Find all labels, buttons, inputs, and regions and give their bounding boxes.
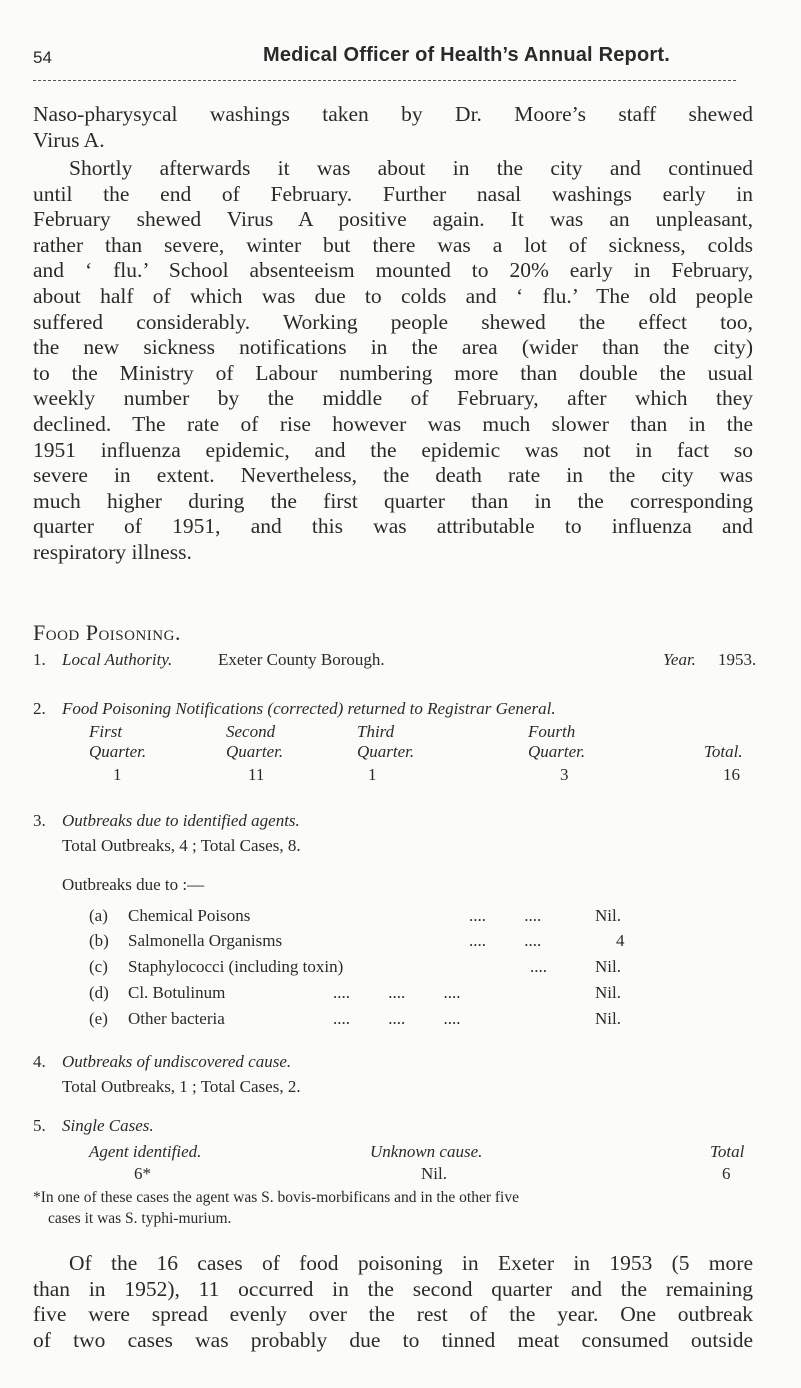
- quarter-col-header: First: [89, 722, 123, 741]
- agent-value: 4: [616, 931, 625, 950]
- item-1-year-label: Year.: [663, 650, 696, 669]
- text-line: suffered considerably. Working people shewed the effect too,: [33, 309, 753, 334]
- quarter-col-header: Quarter.: [226, 742, 284, 761]
- item-2-number: 2.: [33, 699, 46, 718]
- single-cases-value: 6*: [134, 1164, 151, 1183]
- quarter-col-header: Quarter.: [357, 742, 415, 761]
- single-cases-value: Nil.: [421, 1164, 447, 1183]
- agent-letter: (c): [89, 957, 108, 976]
- single-cases-col-header: Agent identified.: [89, 1142, 202, 1161]
- agent-name: Chemical Poisons: [128, 906, 251, 925]
- text-line: respiratory illness.: [33, 539, 192, 564]
- quarter-col-header: Quarter.: [89, 742, 147, 761]
- item-2-title: Food Poisoning Notifications (corrected) returned to Registrar General.: [62, 699, 556, 718]
- total-col-header: Total.: [704, 742, 743, 761]
- single-cases-col-header: Total: [710, 1142, 745, 1161]
- text-line: quarter of 1951, and this was attributable to influenza and: [33, 514, 753, 539]
- main-paragraph: [33, 156, 753, 566]
- agent-name: Salmonella Organisms: [128, 931, 283, 950]
- footnote-line: *In one of these cases the agent was S. bovis-morbificans and in the other five: [33, 1189, 519, 1206]
- text-line: Naso-pharysycal washings taken by Dr. Moore’s staff shewed: [33, 102, 753, 126]
- text-line: than in 1952), 11 occurred in the second quarter and the remaining: [33, 1276, 753, 1301]
- text-line: of two cases was probably due to tinned meat consumed outside: [33, 1327, 753, 1352]
- text-line: declined. The rate of rise however was much slower than in the: [33, 411, 753, 436]
- header-rule: [33, 80, 736, 81]
- text-line: to the Ministry of Labour numbering more than double the usual: [33, 360, 753, 385]
- item-5-number: 5.: [33, 1116, 46, 1135]
- footnote-line: cases it was S. typhi-murium.: [48, 1210, 232, 1227]
- item-5-title: Single Cases.: [62, 1116, 154, 1135]
- quarter-col-header: Second: [226, 722, 276, 741]
- agent-name: Cl. Botulinum: [128, 983, 226, 1002]
- item-4-totals: Total Outbreaks, 1 ; Total Cases, 2.: [62, 1077, 301, 1096]
- agent-letter: (e): [89, 1009, 108, 1028]
- text-line: much higher during the first quarter than in the corresponding: [33, 488, 753, 513]
- text-line: 1951 influenza epidemic, and the epidemic was not in fact so: [33, 437, 753, 462]
- agent-letter: (d): [89, 983, 109, 1002]
- page-number: 54: [33, 48, 52, 67]
- closing-paragraph: [33, 1251, 753, 1353]
- quarter-value: 1: [368, 765, 377, 784]
- text-line: Shortly afterwards it was about in the city and continued: [69, 156, 753, 180]
- text-line: Of the 16 cases of food poisoning in Exeter in 1953 (5 more: [69, 1251, 753, 1275]
- item-1-label: Local Authority.: [62, 650, 173, 669]
- outbreaks-due-to: Outbreaks due to :—: [62, 875, 205, 894]
- item-1-year: 1953.: [718, 650, 757, 669]
- section-heading: [33, 620, 181, 646]
- text-line: the new sickness notifications in the area (wider than the city): [33, 335, 753, 360]
- text-line: weekly number by the middle of February, after which they: [33, 386, 753, 411]
- text-line: Virus A.: [33, 127, 105, 152]
- text-line: February shewed Virus A positive again. It was an unpleasant,: [33, 207, 753, 232]
- intro-paragraph: [33, 102, 753, 153]
- agent-name: Other bacteria: [128, 1009, 225, 1028]
- leader-dots: .... .... ....: [333, 983, 461, 1002]
- text-line: until the end of February. Further nasal washings early in: [33, 181, 753, 206]
- agent-value: Nil.: [595, 1009, 621, 1028]
- agent-value: Nil.: [595, 906, 621, 925]
- agent-value: Nil.: [595, 983, 621, 1002]
- agent-name: Staphylococci (including toxin): [128, 957, 344, 976]
- quarter-value: 11: [248, 765, 265, 784]
- quarter-value: 3: [560, 765, 569, 784]
- item-3-number: 3.: [33, 811, 46, 830]
- total-value: 16: [723, 765, 740, 784]
- item-4-number: 4.: [33, 1052, 46, 1071]
- section-heading-text: Food Poisoning.: [33, 620, 181, 645]
- single-cases-value: 6: [722, 1164, 731, 1183]
- quarter-value: 1: [113, 765, 122, 784]
- single-cases-col-header: Unknown cause.: [370, 1142, 483, 1161]
- quarter-col-header: Quarter.: [528, 742, 586, 761]
- running-title: Medical Officer of Health’s Annual Report.: [263, 44, 670, 66]
- item-1-number: 1.: [33, 650, 46, 669]
- item-3-totals: Total Outbreaks, 4 ; Total Cases, 8.: [62, 836, 301, 855]
- text-line: five were spread evenly over the rest of the year. One outbreak: [33, 1302, 753, 1327]
- item-3-title: Outbreaks due to identified agents.: [62, 811, 300, 830]
- quarter-col-header: Third: [357, 722, 395, 741]
- leader-dots: .... ....: [469, 906, 542, 925]
- text-line: rather than severe, winter but there was a lot of sickness, colds: [33, 232, 753, 257]
- agent-letter: (b): [89, 931, 109, 950]
- leader-dots: .... .... ....: [333, 1009, 461, 1028]
- item-4-title: Outbreaks of undiscovered cause.: [62, 1052, 292, 1071]
- text-line: severe in extent. Nevertheless, the death rate in the city was: [33, 463, 753, 488]
- agent-value: Nil.: [595, 957, 621, 976]
- text-line: and ‘ flu.’ School absenteeism mounted to 20% early in February,: [33, 258, 753, 283]
- text-line: about half of which was due to colds and ‘ flu.’ The old people: [33, 283, 753, 308]
- agent-letter: (a): [89, 906, 108, 925]
- leader-dots: ....: [530, 957, 547, 976]
- quarter-col-header: Fourth: [528, 722, 576, 741]
- item-1-authority: Exeter County Borough.: [218, 650, 385, 669]
- leader-dots: .... ....: [469, 931, 542, 950]
